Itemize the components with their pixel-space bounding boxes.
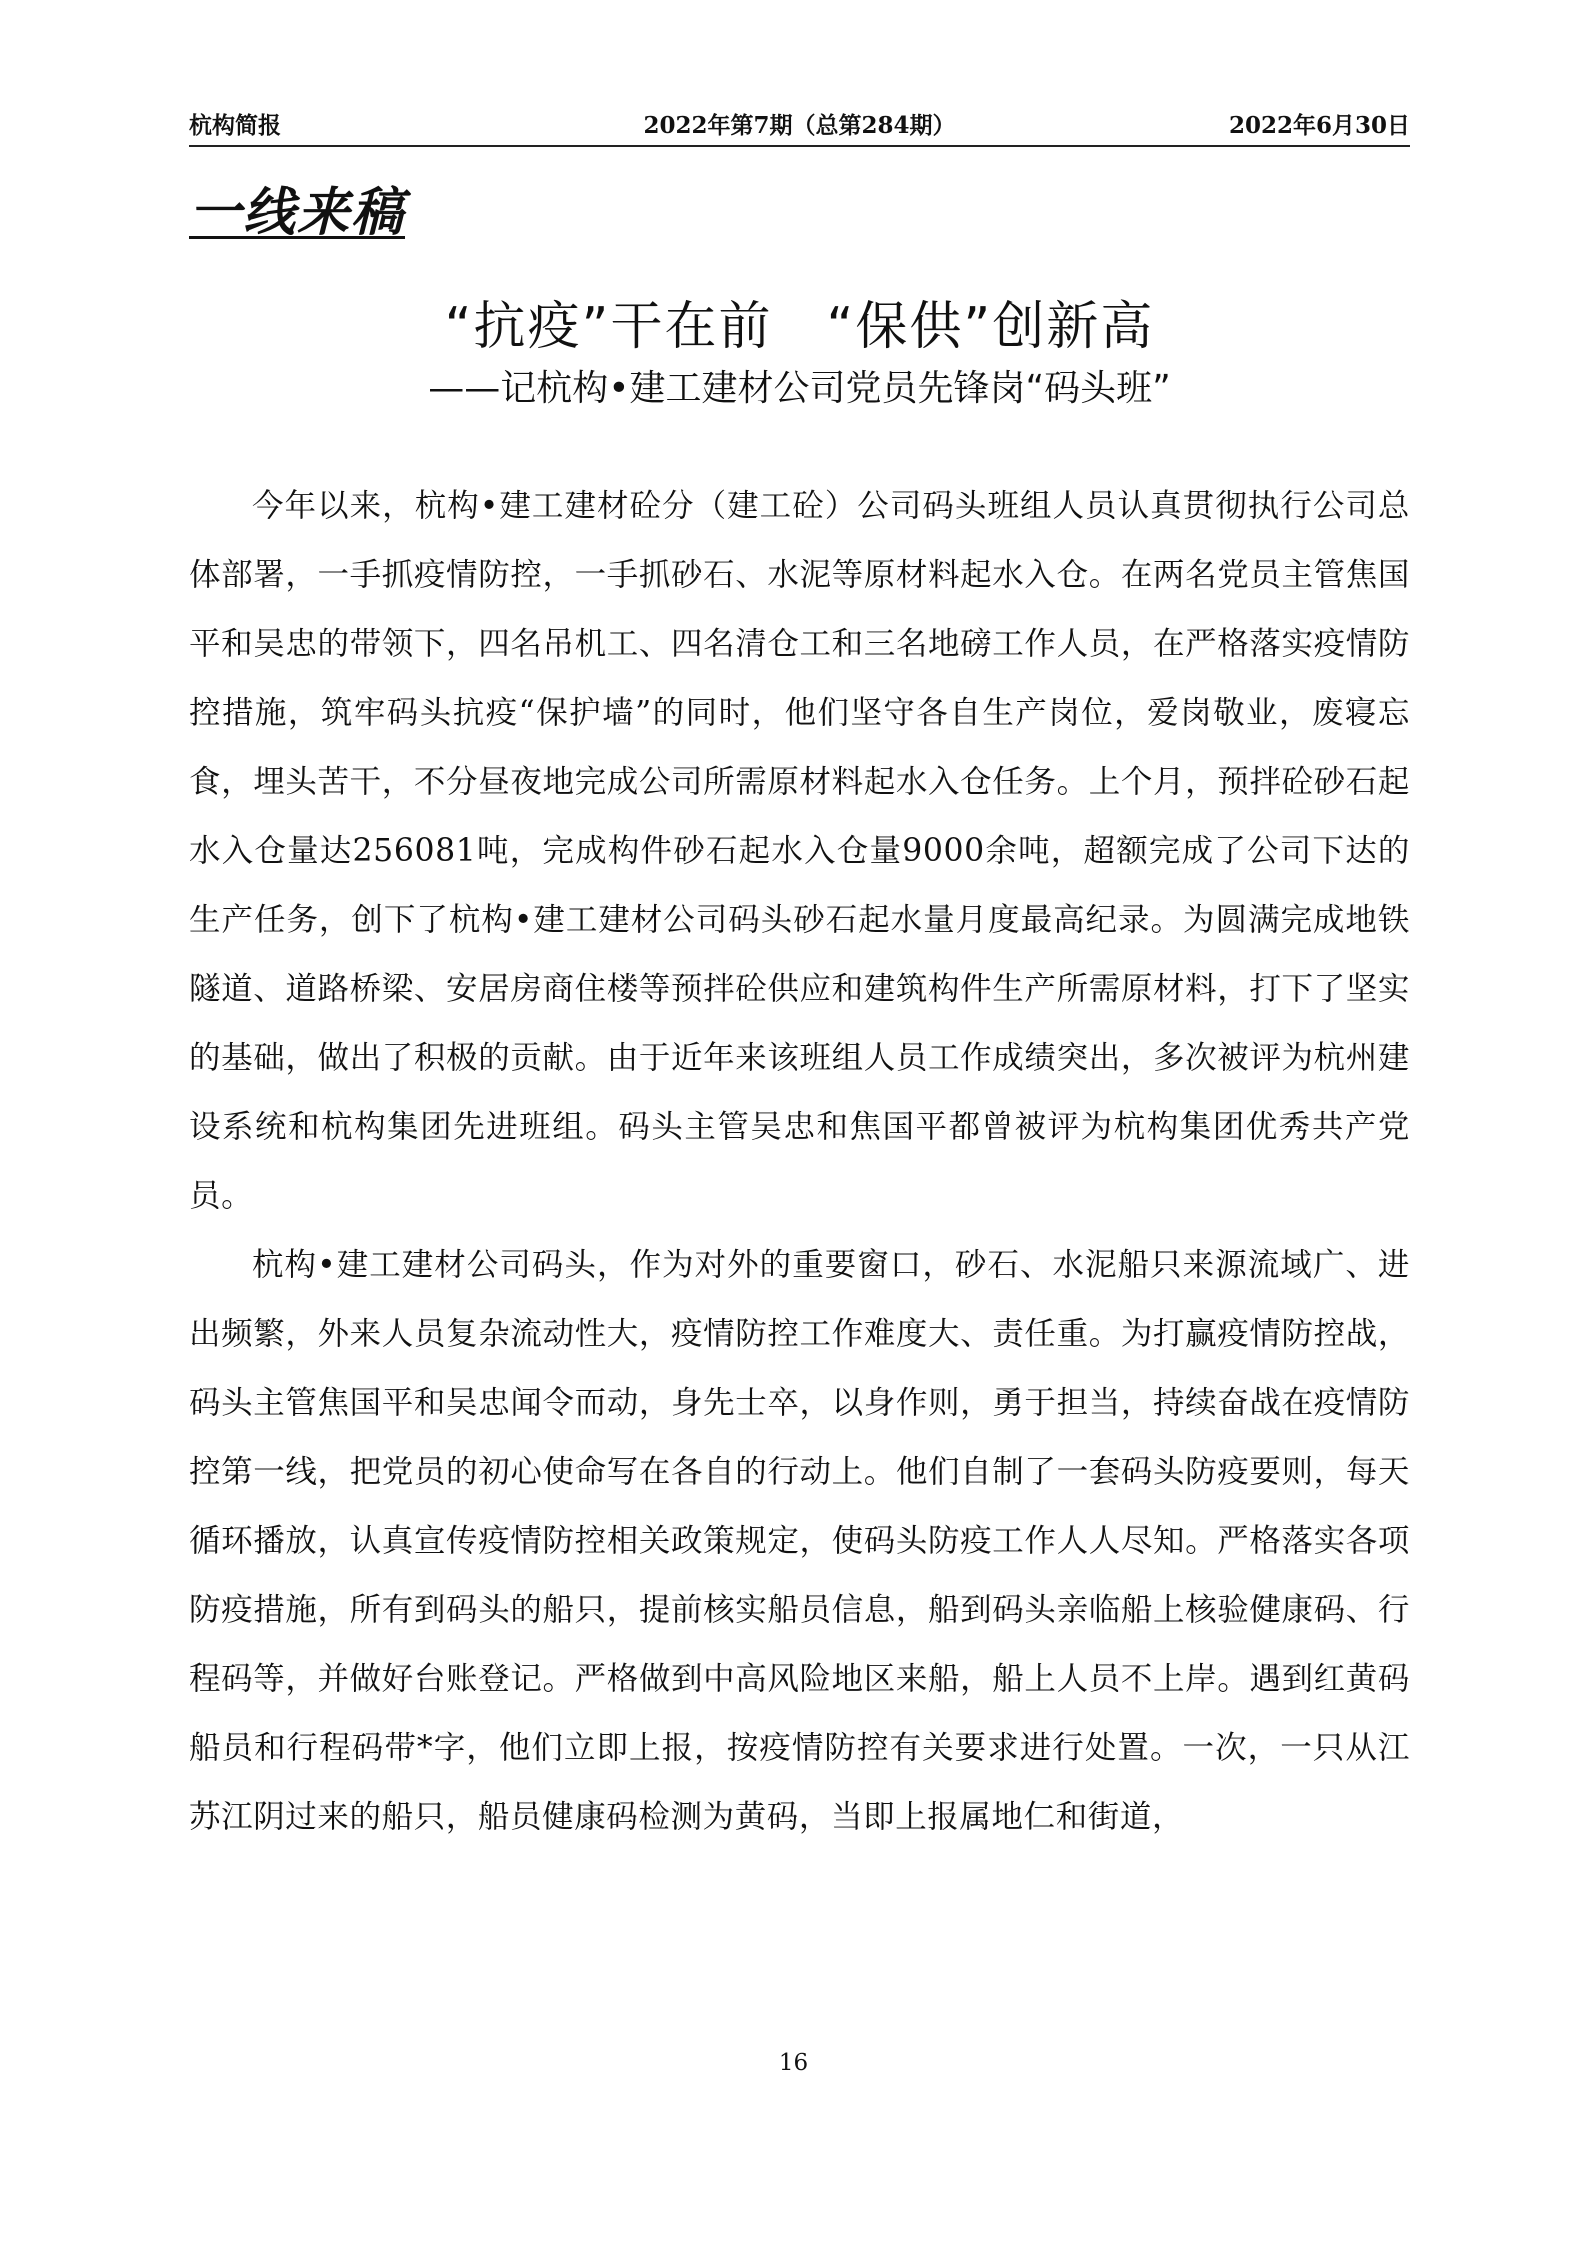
issue-date: 2022年6月30日 xyxy=(1228,112,1410,139)
running-header xyxy=(189,111,1410,147)
article-subtitle: ——记杭构•建工建材公司党员先锋岗“码头班” xyxy=(428,368,1171,409)
page-number: 16 xyxy=(778,2050,809,2076)
article-body xyxy=(189,472,1410,1852)
publication-name: 杭构简报 xyxy=(189,112,281,139)
section-title: 一线来稿 xyxy=(189,183,406,243)
article-title: “抗疫”干在前 “保供”创新高 xyxy=(444,297,1155,357)
body-paragraph: 杭构•建工建材公司码头，作为对外的重要窗口，砂石、水泥船只来源流域广、进出频繁，外来人员复杂流动性大，疫情防控工作难度大、责任重。为打赢疫情防控战，码头主管焦国平和吴忠闻令而动，身先士卒，以身作则，勇于担当，持续奋战在疫情防控第一线，把党员的初心使命写在各自的行动上。他们自制了一套码头防疫要则，每天循环播放，认真宣传疫情防控相关政策规定，使码头防疫工作人人尽知。严格落实各项防疫措施，所有到码头的船只，提前核实船员信息，船到码头亲临船上核验健康码、行程码等，并做好台账登记。严格做到中高风险地区来船，船上人员不上岸。遇到红黄码船员和行程码带*字，他们立即上报，按疫情防控有关要求进行处置。一次，一只从江苏江阴过来的船只，船员健康码检测为黄码，当即上报属地仁和街道， xyxy=(189,1247,1410,1835)
issue-number: 2022年第7期（总第284期） xyxy=(643,112,956,139)
body-paragraph: 今年以来，杭构•建工建材砼分（建工砼）公司码头班组人员认真贯彻执行公司总体部署，一手抓疫情防控，一手抓砂石、水泥等原材料起水入仓。在两名党员主管焦国平和吴忠的带领下，四名吊机工、四名清仓工和三名地磅工作人员，在严格落实疫情防控措施，筑牢码头抗疫“保护墙”的同时，他们坚守各自生产岗位，爱岗敬业，废寝忘食，埋头苦干，不分昼夜地完成公司所需原材料起水入仓任务。上个月，预拌砼砂石起水入仓量达256081吨，完成构件砂石起水入仓量9000余吨，超额完成了公司下达的生产任务，创下了杭构•建工建材公司码头砂石起水量月度最高纪录。为圆满完成地铁隧道、道路桥梁、安居房商住楼等预拌砼供应和建筑构件生产所需原材料，打下了坚实的基础，做出了积极的贡献。由于近年来该班组人员工作成绩突出，多次被评为杭州建设系统和杭构集团先进班组。码头主管吴忠和焦国平都曾被评为杭构集团优秀共产党员。 xyxy=(189,488,1410,1214)
